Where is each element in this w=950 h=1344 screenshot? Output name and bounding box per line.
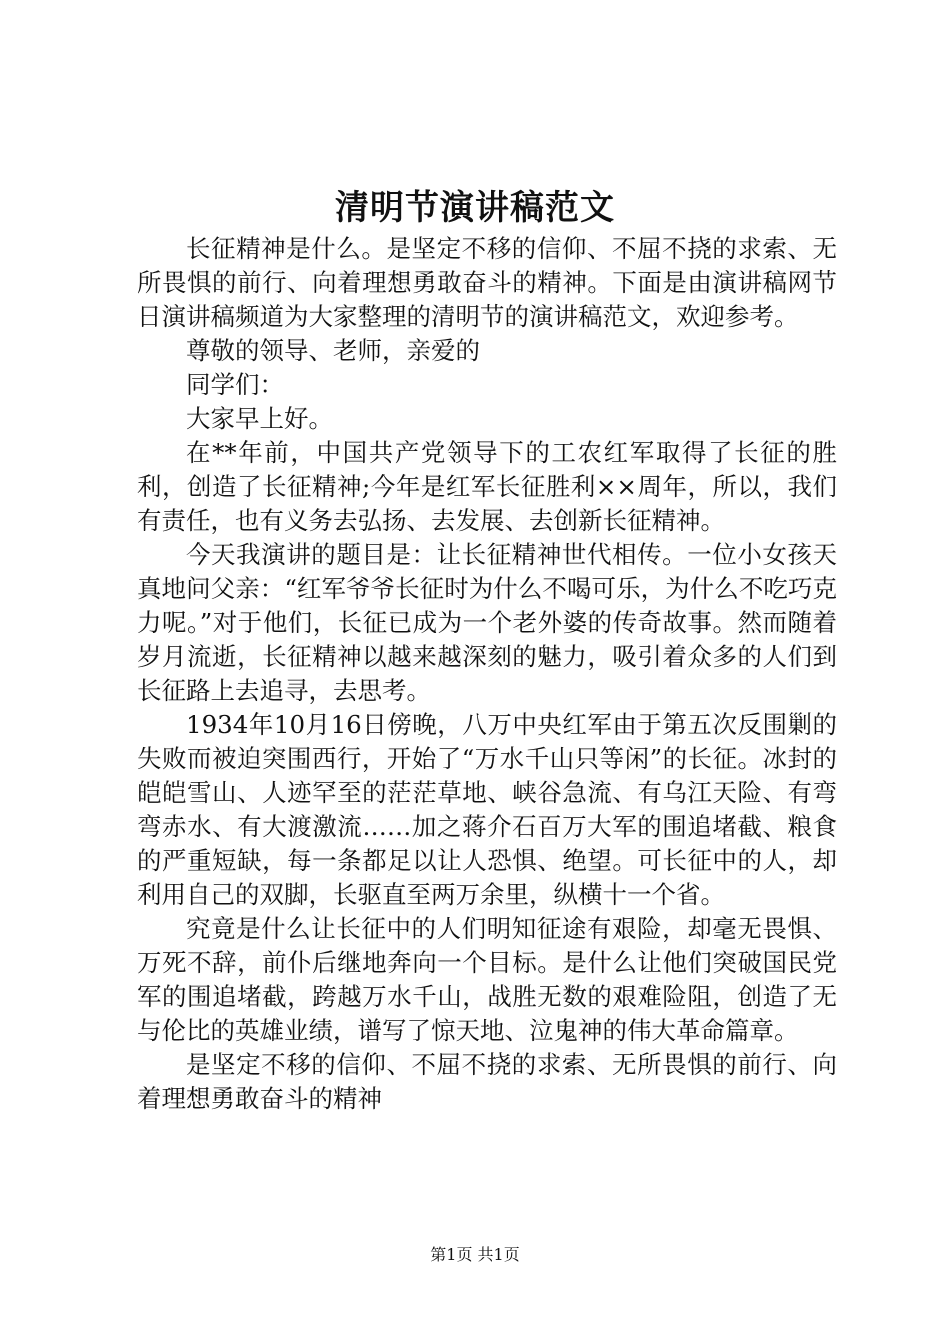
paragraph-anniversary: 在**年前，中国共产党领导下的工农红军取得了长征的胜利，创造了长征精神;今年是红军长征胜利××周年，所以，我们有责任，也有义务去弘扬、去发展、去创新长征精神。: [137, 438, 837, 535]
paragraph-intro: 长征精神是什么。是坚定不移的信仰、不屈不挠的求索、无所畏惧的前行、向着理想勇敢奋斗的精神。下面是由演讲稿网节日演讲稿频道为大家整理的清明节的演讲稿范文，欢迎参考。: [137, 234, 837, 331]
paragraph-greeting: 大家早上好。: [186, 404, 333, 433]
paragraph-history: 1934年10月16日傍晚，八万中央红军由于第五次反围剿的失败而被迫突围西行，开始了“万水千山只等闲”的长征。冰封的皑皑雪山、人迹罕至的茫茫草地、峡谷急流、有乌江天险、有弯弯赤水、有大渡激流……加之蒋介石百万大军的围追堵截、粮食的严重短缺，每一条都足以让人恐惧、绝望。可长征中的人，却利用自己的双脚，长驱直至两万余里，纵横十一个省。: [137, 710, 837, 909]
paragraph-question: 究竟是什么让长征中的人们明知征途有艰险，却毫无畏惧、万死不辞，前仆后继地奔向一个目标。是什么让他们突破国民党军的围追堵截，跨越万水千山，战胜无数的艰难险阻，创造了无与伦比的英雄业绩，谱写了惊天地、泣鬼神的伟大革命篇章。: [137, 914, 837, 1045]
paragraph-answer: 是坚定不移的信仰、不屈不挠的求索、无所畏惧的前行、向着理想勇敢奋斗的精神: [137, 1050, 837, 1113]
document-title: 清明节演讲稿范文: [335, 188, 615, 228]
paragraph-salutation-students: 同学们：: [186, 370, 284, 399]
paragraph-topic: 今天我演讲的题目是：让长征精神世代相传。一位小女孩天真地问父亲：“红军爷爷长征时为什么不喝可乐，为什么不吃巧克力呢。”对于他们，长征已成为一个老外婆的传奇故事。然而随着岁月流逝，长征精神以越来越深刻的魅力，吸引着众多的人们到长征路上去追寻，去思考。: [137, 540, 837, 705]
page-footer: 第1页 共1页: [430, 1245, 520, 1264]
paragraph-salutation: 尊敬的领导、老师，亲爱的: [186, 336, 480, 365]
document-body: [137, 232, 837, 1116]
